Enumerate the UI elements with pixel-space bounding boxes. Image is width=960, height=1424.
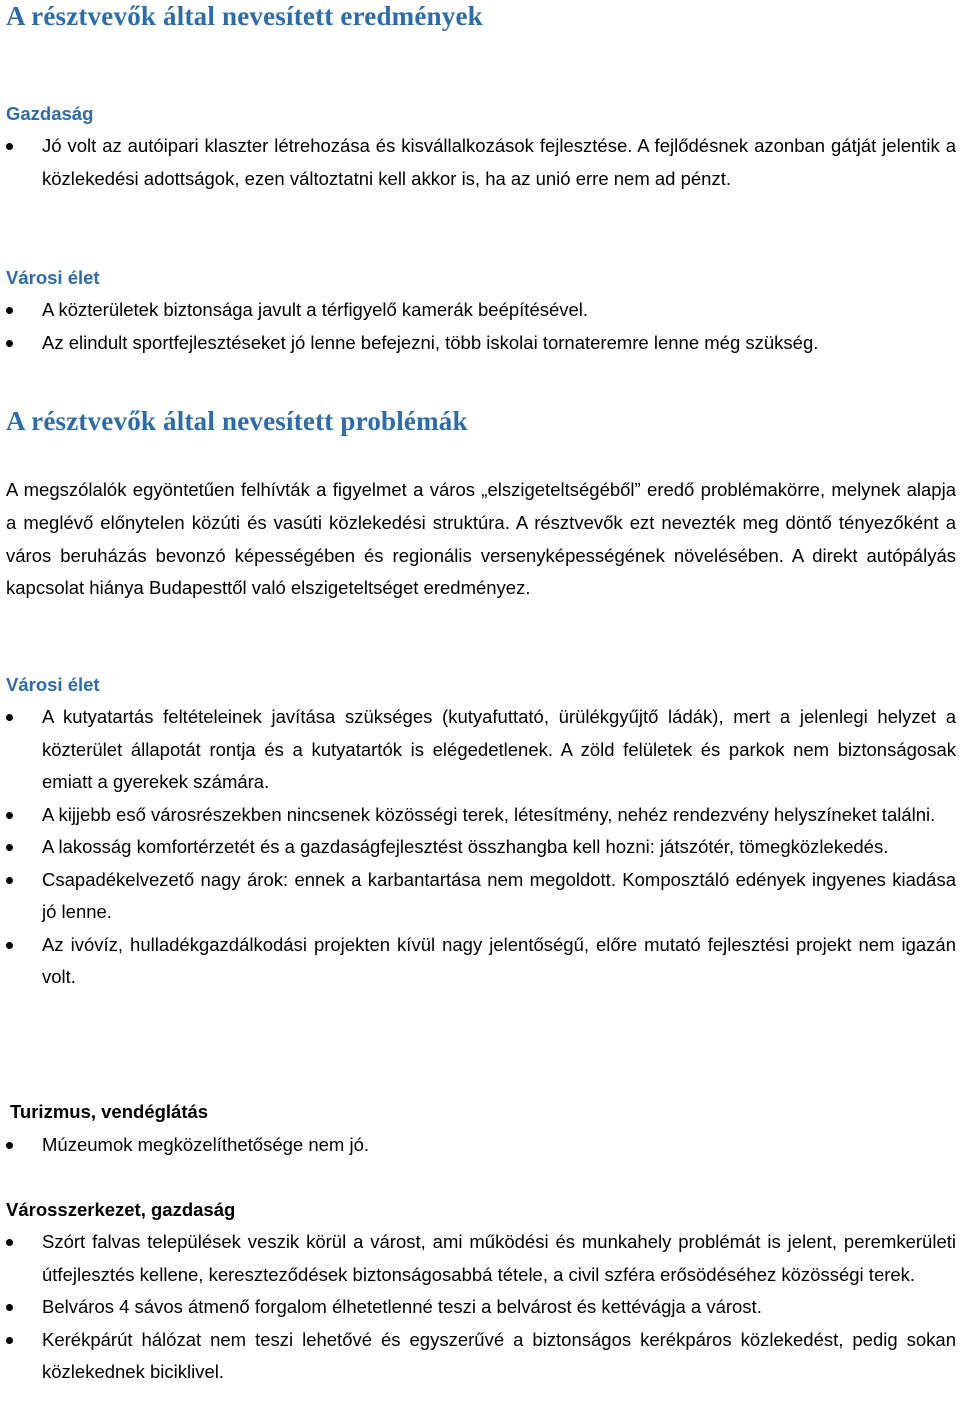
- bullet-icon: [6, 844, 13, 851]
- bullet-icon: [6, 877, 13, 884]
- heading-results: A résztvevők által nevesített eredmények: [6, 1, 483, 31]
- bullet-icon: [6, 1239, 13, 1246]
- problems-section-tourism: [10, 1096, 960, 1128]
- bullet-icon: [6, 714, 13, 721]
- section-title: Turizmus, vendéglátás: [10, 1101, 209, 1122]
- list-item: A lakosság komfortérzetét és a gazdaságfejlesztést összhangba kell hozni: játszótér, tömegközlekedés.: [6, 831, 956, 864]
- results-section-economy: [6, 98, 956, 195]
- list-item: Az ivóvíz, hulladékgazdálkodási projekten kívül nagy jelentőségű, előre mutató fejlesztési projekt nem igazán volt.: [6, 929, 956, 994]
- list-item: Múzeumok megközelíthetősége nem jó.: [6, 1129, 956, 1162]
- bullet-list: [6, 130, 956, 195]
- list-item: Kerékpárút hálózat nem teszi lehetővé és egyszerűvé a biztonságos kerékpáros közlekedést, pedig sokan közlekednek biciklivel.: [6, 1324, 956, 1389]
- section-title: Városi élet: [6, 674, 100, 695]
- list-item: Csapadékelvezető nagy árok: ennek a karbantartása nem megoldott. Komposztáló edények ingyenes kiadása jó lenne.: [6, 864, 956, 929]
- problems-section-city-life: [6, 669, 956, 994]
- list-item: A kijjebb eső városrészekben nincsenek közösségi terek, létesítmény, nehéz rendezvény helyszíneket találni.: [6, 799, 956, 832]
- list-item: Szórt falvas települések veszik körül a várost, ami működési és munkahely problémát is jelent, peremkerületi útfejlesztés kellene, kereszteződések biztonságosabbá tétele, a civil szféra erősödéséhez közösségi terek.: [6, 1226, 956, 1291]
- list-item: A közterületek biztonsága javult a térfigyelő kamerák beépítésével.: [6, 294, 956, 327]
- results-section-city-life: [6, 262, 956, 359]
- bullet-icon: [6, 1142, 13, 1149]
- heading-problems: A résztvevők által nevesített problémák: [6, 406, 468, 436]
- list-item: A kutyatartás feltételeinek javítása szükséges (kutyafuttató, ürülékgyűjtő ládák), mert a jelenlegi helyzet a közterület állapotát rontja és a kutyatartók is elégedetlenek. A zöld felületek és parkok nem biztonságosak emiatt a gyerekek számára.: [6, 701, 956, 799]
- intro-paragraph: A megszólalók egyöntetűen felhívták a figyelmet a város „elszigeteltségéből” eredő problémakörre, melynek alapja a meglévő előnytelen közúti és vasúti közlekedési struktúra. A résztvevők ezt nevezték meg döntő tényezőként a város beruházás bevonzó képességében és regionális versenyképességének növelésében. A direkt autópályás kapcsolat hiánya Budapesttől való elszigeteltséget eredményez.: [6, 479, 956, 599]
- problems-section-tourism-list: [6, 1129, 956, 1162]
- bullet-icon: [6, 942, 13, 949]
- bullet-icon: [6, 1304, 13, 1311]
- list-item: Jó volt az autóipari klaszter létrehozása és kisvállalkozások fejlesztése. A fejlődésnek azonban gátját jelentik a közlekedési adottságok, ezen változtatni kell akkor is, ha az unió erre nem ad pénzt.: [6, 130, 956, 195]
- bullet-list: [6, 701, 956, 994]
- bullet-icon: [6, 812, 13, 819]
- problems-section-urban-structure: [6, 1194, 956, 1389]
- bullet-list: [6, 1226, 956, 1389]
- list-item: Az elindult sportfejlesztéseket jó lenne befejezni, több iskolai tornateremre lenne még szükség.: [6, 327, 956, 360]
- problems-intro: [6, 474, 956, 605]
- section-title: Városszerkezet, gazdaság: [6, 1199, 236, 1220]
- bullet-icon: [6, 143, 13, 150]
- section-title: Városi élet: [6, 267, 100, 288]
- bullet-icon: [6, 340, 13, 347]
- bullet-icon: [6, 307, 13, 314]
- section-title: Gazdaság: [6, 103, 94, 124]
- bullet-list: [6, 294, 956, 359]
- bullet-list: [6, 1129, 956, 1162]
- bullet-icon: [6, 1337, 13, 1344]
- list-item: Belváros 4 sávos átmenő forgalom élhetetlenné teszi a belvárost és kettévágja a várost.: [6, 1291, 956, 1324]
